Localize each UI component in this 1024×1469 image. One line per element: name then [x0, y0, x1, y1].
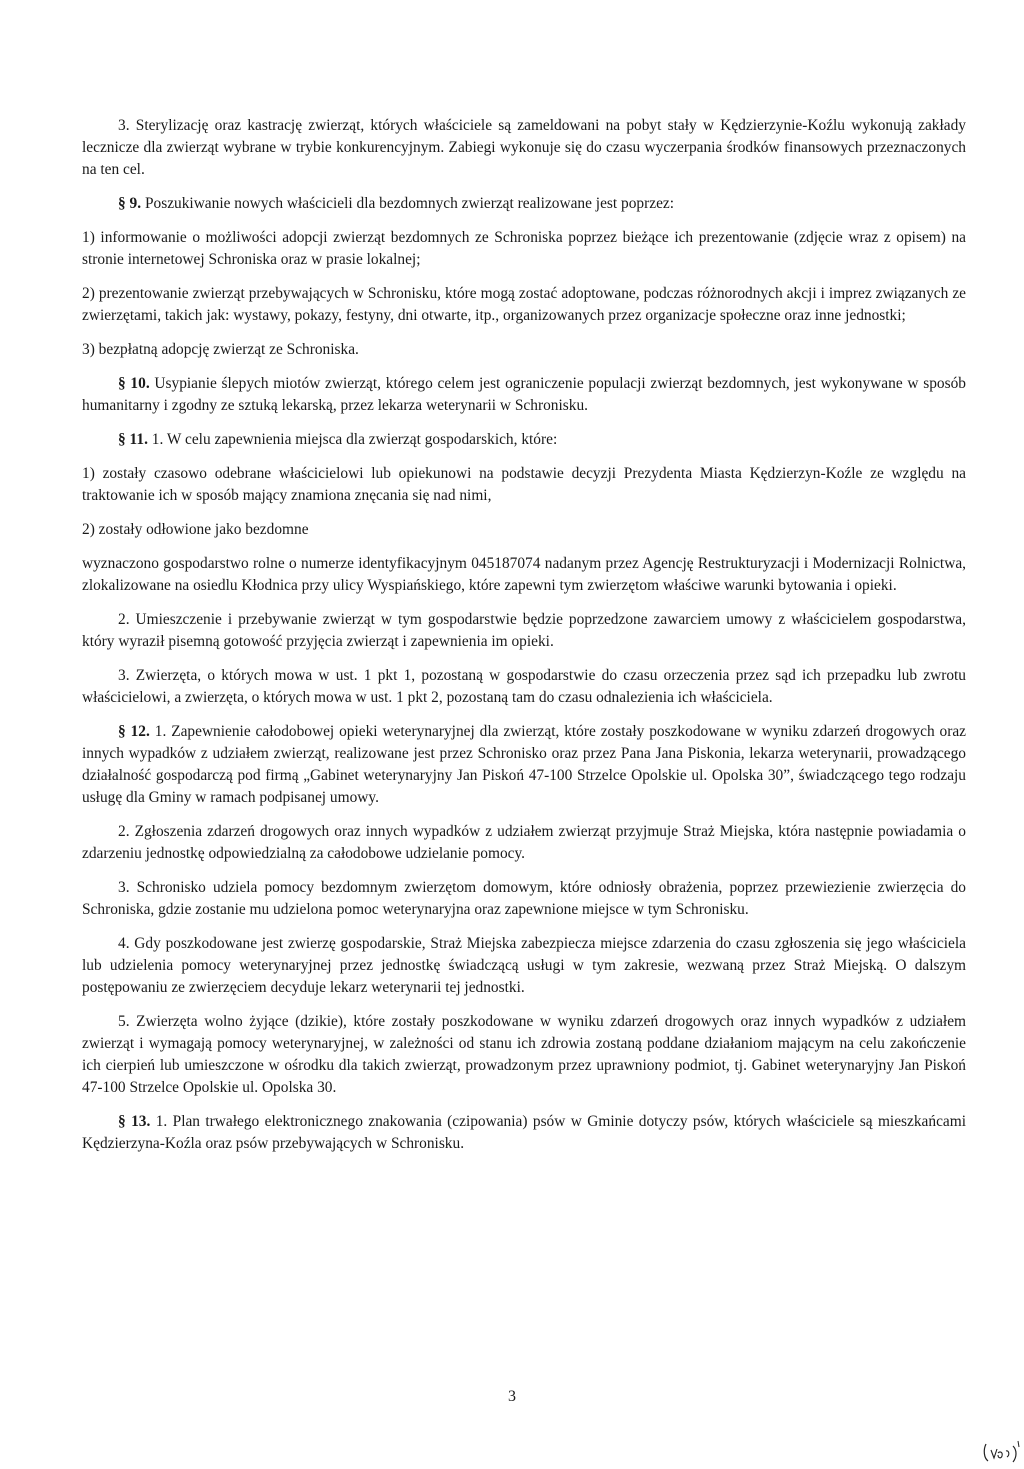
- section-9: [82, 193, 966, 215]
- section-10: [82, 373, 966, 417]
- paragraph-text: 1. Plan trwałego elektronicznego znakowania (czipowania) psów w Gminie dotyczy psów, których właściciele są mieszkańcami Kędzierzyna-Koźla oraz psów przebywających w Schronisku.: [82, 1113, 966, 1152]
- list-item: 2) prezentowanie zwierząt przebywających w Schronisku, które mogą zostać adoptowane, podczas różnorodnych akcji i imprez związanych ze zwierzętami, takich jak: wystawy, pokazy, festyny, dni otwarte, itp., organizowanych przez organizacje społeczne oraz inne jednostki;: [82, 285, 966, 324]
- handwritten-initials: [982, 1438, 1022, 1464]
- section-number: § 11.: [118, 431, 148, 448]
- section-12: [82, 721, 966, 809]
- paragraph-contract: 2. Umieszczenie i przebywanie zwierząt w tym gospodarstwie będzie poprzedzone zawarciem umowy z właścicielem gospodarstwa, który wyraził pisemną gotowość przyjęcia zwierząt i zapewnienia im opieki.: [82, 611, 966, 650]
- paragraph-wild-animals: 5. Zwierzęta wolno żyjące (dzikie), które zostały poszkodowane w wyniku zdarzeń drogowych oraz innych wypadków z udziałem zwierząt i wymagają pomocy weterynaryjnej, w zależności od stanu ich zdrowia zostaną poddane działaniom mającym na celu zakończenie ich cierpień lub umieszczone w ośrodku dla takich zwierząt, prowadzonym przez uprawniony podmiot, tj. Gabinet weterynaryjny Jan Piskoń 47-100 Strzelce Opolskie ul. Opolska 30.: [82, 1013, 966, 1096]
- page-number: 3: [508, 1388, 516, 1405]
- paragraph-sterilization: 3. Sterylizację oraz kastrację zwierząt, których właściciele są zameldowani na pobyt stały w Kędzierzynie-Koźlu wykonują zakłady lecznicze dla zwierząt wybrane w trybie konkurencyjnym. Zabiegi wykonuje się do czasu wyczerpania środków finansowych przeznaczonych na ten cel.: [82, 117, 966, 178]
- list-item: 2) zostały odłowione jako bezdomne: [82, 521, 309, 538]
- section-11: [82, 429, 966, 451]
- paragraph-reports: 2. Zgłoszenia zdarzeń drogowych oraz innych wypadków z udziałem zwierząt przyjmuje Straż Miejska, która następnie powiadamia o zdarzeniu jednostkę odpowiedzialną za całodobowe udzielanie pomocy.: [82, 823, 966, 862]
- section-number: § 9.: [118, 195, 142, 212]
- list-item: 1) zostały czasowo odebrane właścicielowi lub opiekunowi na podstawie decyzji Prezydenta Miasta Kędzierzyn-Koźle ze względu na traktowanie ich w sposób mający znamiona znęcania się nad nimi,: [82, 465, 966, 504]
- paragraph-text: Poszukiwanie nowych właścicieli dla bezdomnych zwierząt realizowane jest poprzez:: [144, 195, 675, 212]
- section-number: § 13.: [118, 1113, 151, 1130]
- list-item: 1) informowanie o możliwości adopcji zwierząt bezdomnych ze Schroniska poprzez bieżące ich prezentowanie (zdjęcie wraz z opisem) na stronie internetowej Schroniska oraz w prasie lokalnej;: [82, 229, 966, 268]
- section-13: [82, 1111, 966, 1155]
- paragraph-text: 1. Zapewnienie całodobowej opieki weterynaryjnej dla zwierząt, które zostały poszkodowane w wyniku zdarzeń drogowych oraz innych wypadków z udziałem zwierząt, realizowane jest przez Schronisko oraz przez Pana Jana Piskonia, lekarza weterynarii, prowadzącego działalność gospodarczą pod firmą „Gabinet weterynaryjny Jan Piskoń 47-100 Strzelce Opolskie ul. Opolska 30”, świadczącego tego rodzaju usługę dla Gminy w ramach podpisanej umowy.: [82, 723, 967, 806]
- paragraph-livestock: 4. Gdy poszkodowane jest zwierzę gospodarskie, Straż Miejska zabezpiecza miejsce zdarzenia do czasu zgłoszenia się jego właściciela lub udzielenia pomocy weterynaryjnej przez jednostkę świadczącą usługi w tym zakresie, wezwaną przez Straż Miejską. O dalszym postępowaniu ze zwierzęciem decyduje lekarz weterynarii tej jednostki.: [82, 935, 966, 996]
- paragraph-forfeit: 3. Zwierzęta, o których mowa w ust. 1 pkt 1, pozostaną w gospodarstwie do czasu orzeczenia przez sąd ich przepadku lub zwrotu właścicielowi, a zwierzęta, o których mowa w ust. 1 pkt 2, pozostaną tam do czasu odnalezienia ich właściciela.: [82, 667, 966, 706]
- paragraph-shelter-help: 3. Schronisko udziela pomocy bezdomnym zwierzętom domowym, które odniosły obrażenia, poprzez przewiezienie zwierzęcia do Schroniska, gdzie zostanie mu udzielona pomoc weterynaryjna oraz zapewnione miejsce w tym Schronisku.: [82, 879, 966, 918]
- paragraph-text: 1. W celu zapewnienia miejsca dla zwierząt gospodarskich, które:: [151, 431, 558, 448]
- list-item: 3) bezpłatną adopcję zwierząt ze Schroniska.: [82, 341, 359, 358]
- paragraph-text: Usypianie ślepych miotów zwierząt, którego celem jest ograniczenie populacji zwierząt bezdomnych, jest wykonywane w sposób humanitarny i zgodny ze sztuką lekarską, przez lekarza weterynarii w Schronisku.: [82, 375, 966, 414]
- document-body: [82, 115, 966, 1167]
- section-number: § 12.: [118, 723, 150, 740]
- section-number: § 10.: [118, 375, 150, 392]
- paragraph-farm: wyznaczono gospodarstwo rolne o numerze identyfikacyjnym 045187074 nadanym przez Agencję Restrukturyzacji i Modernizacji Rolnictwa, zlokalizowane na osiedlu Kłodnica przy ulicy Wyspiańskiego, które zapewni tym zwierzętom właściwe warunki bytowania i opieki.: [82, 555, 966, 594]
